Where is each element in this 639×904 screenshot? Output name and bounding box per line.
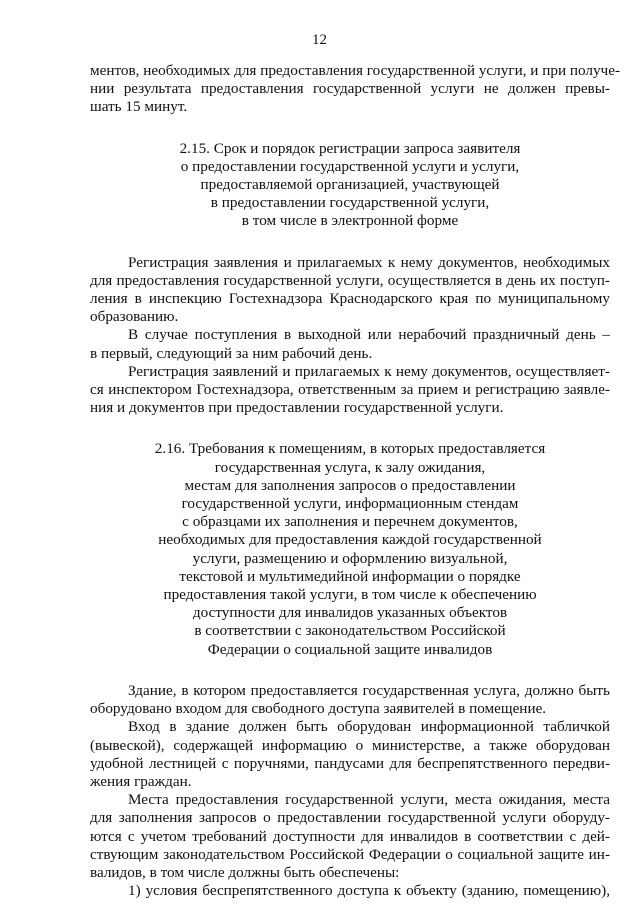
body-paragraph (90, 254, 610, 327)
text-line: жения граждан. (90, 772, 192, 790)
continuation-paragraph (90, 62, 620, 117)
body-paragraph (90, 718, 610, 791)
text-line: ментов, необходимых для предоставления государственной услуги, и при получе- (90, 62, 620, 79)
heading-line: услуги, размещению и оформлению визуальной, (192, 549, 508, 567)
text-line: Вход в здание должен быть оборудован информационной табличкой (128, 718, 610, 736)
text-line: ствующим законодательством Российской Федерации о социальной защите ин- (90, 845, 610, 863)
heading-line: с образцами их заполнения и перечнем документов, (182, 513, 518, 531)
heading-line: Федерации о социальной защите инвалидов (207, 640, 493, 658)
body-paragraph (90, 363, 610, 418)
text-line: ления в инспекцию Гостехнадзора Краснодарского края по муниципальному (90, 290, 610, 308)
text-line: 1) условия беспрепятственного доступа к объекту (зданию, помещению), (128, 882, 610, 900)
text-line: для заполнения запросов о предоставлении государственной услуги оборуду- (90, 809, 610, 827)
text-line: образованию. (90, 308, 179, 326)
text-line: Места предоставления государственной услуги, места ожидания, места (128, 791, 610, 809)
text-line: (вывеской), содержащей информацию о министерстве, а также оборудован (90, 736, 610, 754)
text-line: В случае поступления в выходной или нерабочий праздничный день – (128, 326, 610, 344)
heading-line: в соответствии с законодательством Российской (194, 622, 506, 640)
heading-line: в предоставлении государственной услуги, (210, 194, 490, 212)
text-line: шать 15 минут. (90, 98, 188, 116)
heading-line: государственная услуга, к залу ожидания, (214, 458, 486, 476)
text-line: Регистрация заявления и прилагаемых к нему документов, необходимых (128, 253, 610, 271)
text-line: оборудовано входом для свободного доступа заявителей в помещение. (90, 700, 547, 718)
page-content (90, 62, 620, 900)
section-heading-2-15 (90, 140, 610, 231)
text-line: удобной лестницей с поручнями, пандусами для беспрепятственного передви- (90, 754, 610, 772)
text-line: для предоставления государственной услуги, осуществляется в день их поступ- (90, 271, 610, 289)
text-line: ния и документов при предоставлении государственной услуги. (90, 399, 504, 417)
heading-line: доступности для инвалидов указанных объектов (192, 604, 508, 622)
text-line: ся инспектором Гостехнадзора, ответственным за прием и регистрацию заявле- (90, 381, 610, 399)
heading-line: предоставления такой услуги, в том числе к обеспечению (163, 586, 537, 604)
heading-line: предоставляемой организацией, участвующей (200, 176, 500, 194)
heading-line: 2.15. Срок и порядок регистрации запроса заявителя (179, 139, 521, 157)
body-paragraph (90, 791, 610, 882)
heading-line: в том числе в электронной форме (241, 212, 459, 230)
text-line: в первый, следующий за ним рабочий день. (90, 344, 373, 362)
text-line: валидов, в том числе должны быть обеспечены: (90, 863, 400, 881)
heading-line: необходимых для предоставления каждой государственной (158, 531, 542, 549)
section-heading-2-16 (90, 440, 610, 658)
page-number: 12 (312, 32, 327, 48)
text-line: нии результата предоставления государственной услуги не должен превы- (90, 80, 610, 98)
heading-line: 2.16. Требования к помещениям, в которых предоставляется (154, 440, 546, 458)
heading-line: государственной услуги, информационным стендам (181, 495, 519, 513)
text-line: ются с учетом требований доступности для инвалидов в соответствии с дей- (90, 827, 610, 845)
body-paragraph (90, 682, 610, 718)
heading-line: о предоставлении государственной услуги и услуги, (180, 157, 520, 175)
body-paragraph (90, 326, 610, 362)
heading-line: текстовой и мультимедийной информации о порядке (179, 567, 521, 585)
heading-line: местам для заполнения запросов о предоставлении (184, 476, 516, 494)
text-line: Здание, в котором предоставляется государственная услуга, должно быть (128, 681, 610, 699)
text-line: Регистрация заявлений и прилагаемых к нему документов, осуществляет- (128, 362, 610, 380)
body-paragraph (90, 882, 610, 900)
